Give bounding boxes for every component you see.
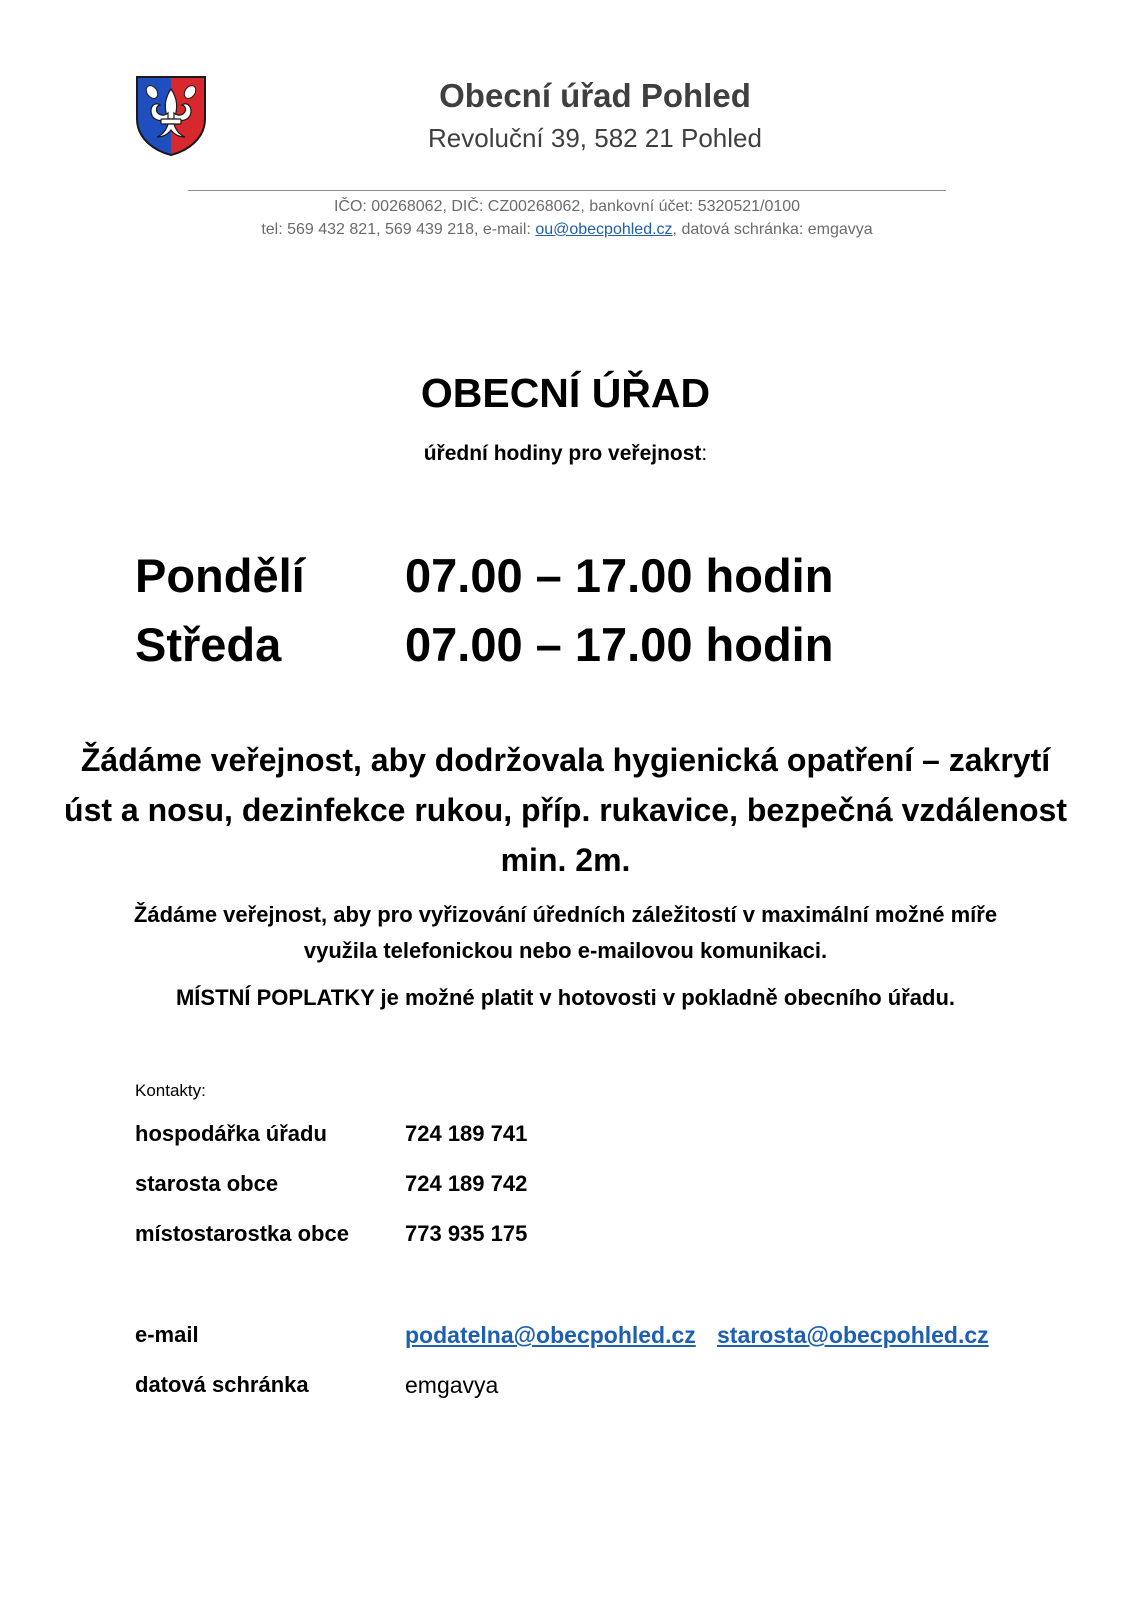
hours-day-wednesday: Středa [135,618,282,671]
office-address: Revoluční 39, 582 21 Pohled [428,123,762,153]
office-hours-heading-text: úřední hodiny pro veřejnost [423,442,702,465]
contact-phone: 773 935 175 [405,1221,528,1246]
contact-role: místostarostka obce [135,1221,349,1246]
header-tel-suffix: , datová schránka: emgavya [672,221,873,238]
office-hours-heading [0,442,1131,466]
contact-phone: 724 189 742 [405,1171,528,1196]
contact-role: hospodářka úřadu [135,1121,327,1146]
header-contact-line [188,221,946,239]
fees-notice: MÍSTNÍ POPLATKY je možné platit v hotovosti v pokladně obecního úřadu. [175,985,956,1010]
hours-time-monday: 07.00 – 17.00 hodin [405,549,834,602]
office-name: Obecní úřad Pohled [439,77,751,114]
contact-phone: 724 189 741 [405,1121,528,1146]
email-label: e-mail [135,1322,199,1347]
registration-ids: IČO: 00268062, DIČ: CZ00268062, bankovní účet: 5320521/0100 [333,198,801,215]
databox-value: emgavya [405,1372,499,1398]
coat-of-arms-icon [135,75,207,157]
hours-day-monday: Pondělí [135,549,305,602]
databox-label: datová schránka [135,1372,309,1397]
podatelna-email-link[interactable]: podatelna@obecpohled.cz [405,1322,696,1348]
contact-role: starosta obce [135,1171,279,1196]
hygiene-notice: Žádáme veřejnost, aby dodržovala hygienická opatření – zakrytí úst a nosu, dezinfekce rukou, příp. rukavice, bezpečná vzdálenost min. 2m. [64,742,1067,878]
hours-time-wednesday: 07.00 – 17.00 hodin [405,618,834,671]
header-divider [188,190,946,191]
starosta-email-link[interactable]: starosta@obecpohled.cz [717,1322,989,1348]
office-hours-heading-colon: : [701,442,708,465]
contacts-heading: Kontakty: [135,1081,206,1100]
header-email-link[interactable]: ou@obecpohled.cz [535,221,673,238]
page-title: OBECNÍ ÚŘAD [420,370,711,416]
header-tel-prefix: tel: 569 432 821, 569 439 218, e-mail: [261,221,536,238]
communication-notice: Žádáme veřejnost, aby pro vyřizování úředních záležitostí v maximální možné míře využila telefonickou nebo e-mailovou komunikaci. [133,902,998,963]
